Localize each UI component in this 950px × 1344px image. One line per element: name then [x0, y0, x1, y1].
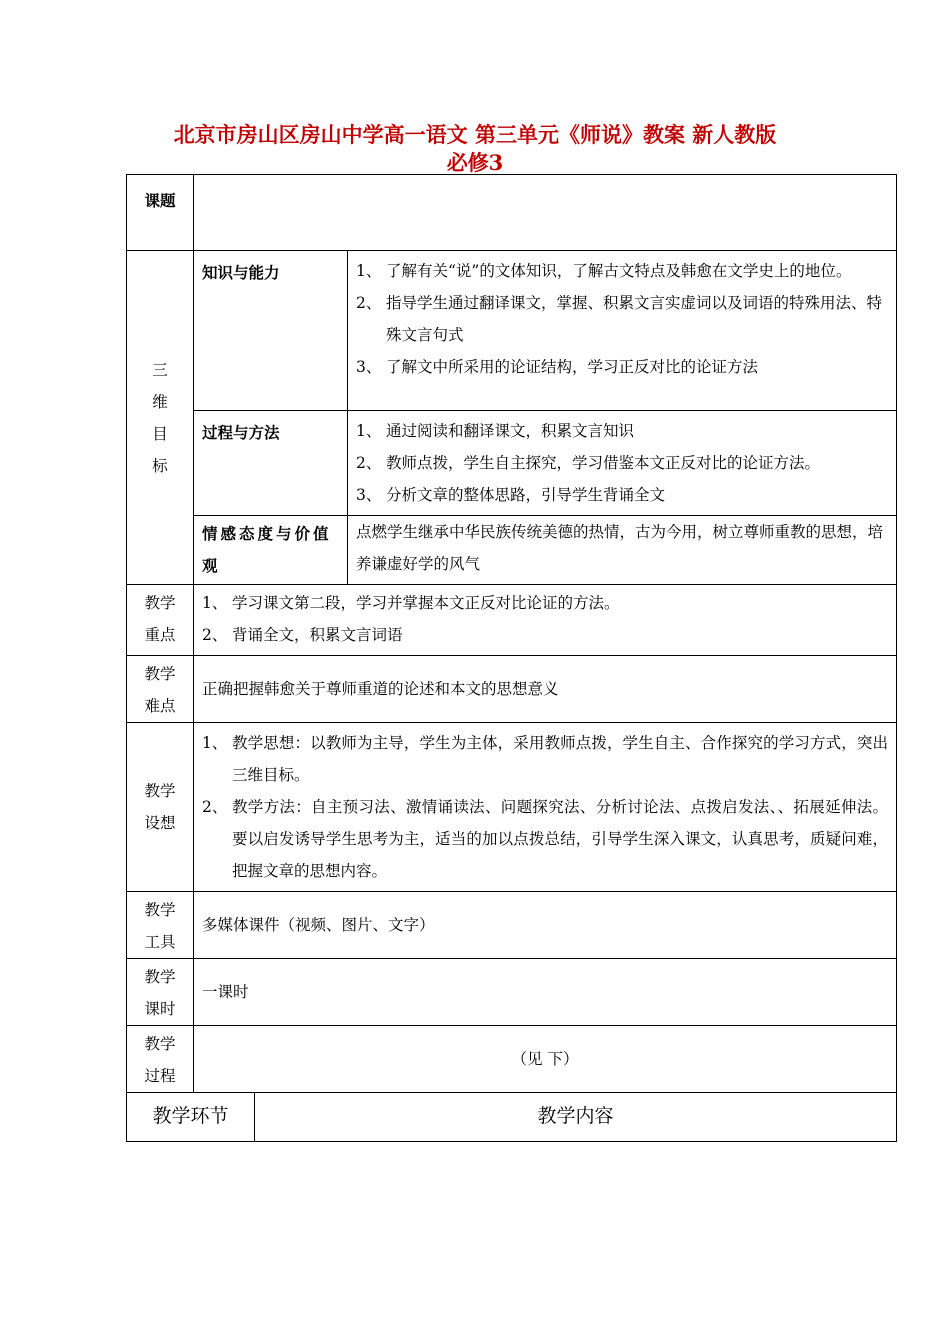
title-line-1: 北京市房山区房山中学高一语文 第三单元《师说》教案 新人教版 [173, 122, 777, 147]
goals-label [127, 251, 194, 585]
goals-label-char: 标 [152, 456, 168, 475]
section-header-col2: 教学内容 [255, 1093, 897, 1142]
list-item: 3、 了解文中所采用的论证结构，学习正反对比的论证方法 [356, 358, 759, 376]
document-title [0, 121, 950, 177]
process-label: 过程与方法 [194, 411, 348, 516]
list-item: 1、 通过阅读和翻译课文，积累文言知识 [356, 422, 635, 440]
row-footer-header [127, 1093, 897, 1142]
row-process [127, 1026, 897, 1093]
process-content [348, 411, 897, 516]
list-item: 2、 教学方法：自主预习法、激情诵读法、问题探究法、分析讨论法、点拨启发法、、拓展延伸法。要以启发诱导学生思考为主，适当的加以点拨总结，引导学生深入课文，认真思考，质疑问难，把握文章的思想内容。 [202, 798, 889, 880]
section-header-col1: 教学环节 [127, 1093, 255, 1142]
row-key-points [127, 585, 897, 656]
emotion-label: 情感态度与价值观 [194, 516, 348, 585]
tools-label: 教学 工具 [127, 892, 194, 959]
hours-content: 一课时 [194, 959, 897, 1026]
key-points-content [194, 585, 897, 656]
knowledge-label: 知识与能力 [194, 251, 348, 411]
tools-content: 多媒体课件（视频、图片、文字） [194, 892, 897, 959]
row-difficulty [127, 656, 897, 723]
row-emotion [127, 516, 897, 585]
hours-label: 教学 课时 [127, 959, 194, 1026]
row-hours [127, 959, 897, 1026]
title-line-2: 必修3 [446, 150, 504, 175]
list-item: 1、 了解有关“说”的文体知识，了解古文特点及韩愈在文学史上的地位。 [356, 262, 852, 280]
list-item: 1、 学习课文第二段，学习并掌握本文正反对比论证的方法。 [202, 594, 620, 612]
topic-value [194, 175, 897, 251]
process-row-content: （见 下） [194, 1026, 897, 1093]
row-process-method [127, 411, 897, 516]
row-topic [127, 175, 897, 251]
key-points-label: 教学 重点 [127, 585, 194, 656]
topic-label: 课题 [127, 175, 194, 251]
row-knowledge [127, 251, 897, 411]
list-item: 3、 分析文章的整体思路，引导学生背诵全文 [356, 486, 666, 504]
list-item: 2、 背诵全文，积累文言词语 [202, 626, 403, 644]
goals-label-char: 维 [152, 392, 168, 411]
lesson-plan-table [126, 174, 897, 1142]
row-design [127, 723, 897, 892]
goals-label-char: 三 [152, 360, 168, 379]
design-content [194, 723, 897, 892]
list-item: 2、 指导学生通过翻译课文，掌握、积累文言实虚词以及词语的特殊用法、特殊文言句式 [356, 294, 883, 344]
emotion-content: 点燃学生继承中华民族传统美德的热情，古为今用，树立尊师重教的思想，培养谦虚好学的风气 [348, 516, 897, 585]
difficulty-content: 正确把握韩愈关于尊师重道的论述和本文的思想意义 [194, 656, 897, 723]
difficulty-label: 教学 难点 [127, 656, 194, 723]
list-item: 1、 教学思想：以教师为主导，学生为主体，采用教师点拨，学生自主、合作探究的学习方式，突出三维目标。 [202, 734, 889, 784]
row-tools [127, 892, 897, 959]
goals-label-char: 目 [152, 424, 168, 443]
design-label: 教学 设想 [127, 723, 194, 892]
knowledge-content [348, 251, 897, 411]
process-row-label: 教学 过程 [127, 1026, 194, 1093]
list-item: 2、 教师点拨，学生自主探究，学习借鉴本文正反对比的论证方法。 [356, 454, 821, 472]
